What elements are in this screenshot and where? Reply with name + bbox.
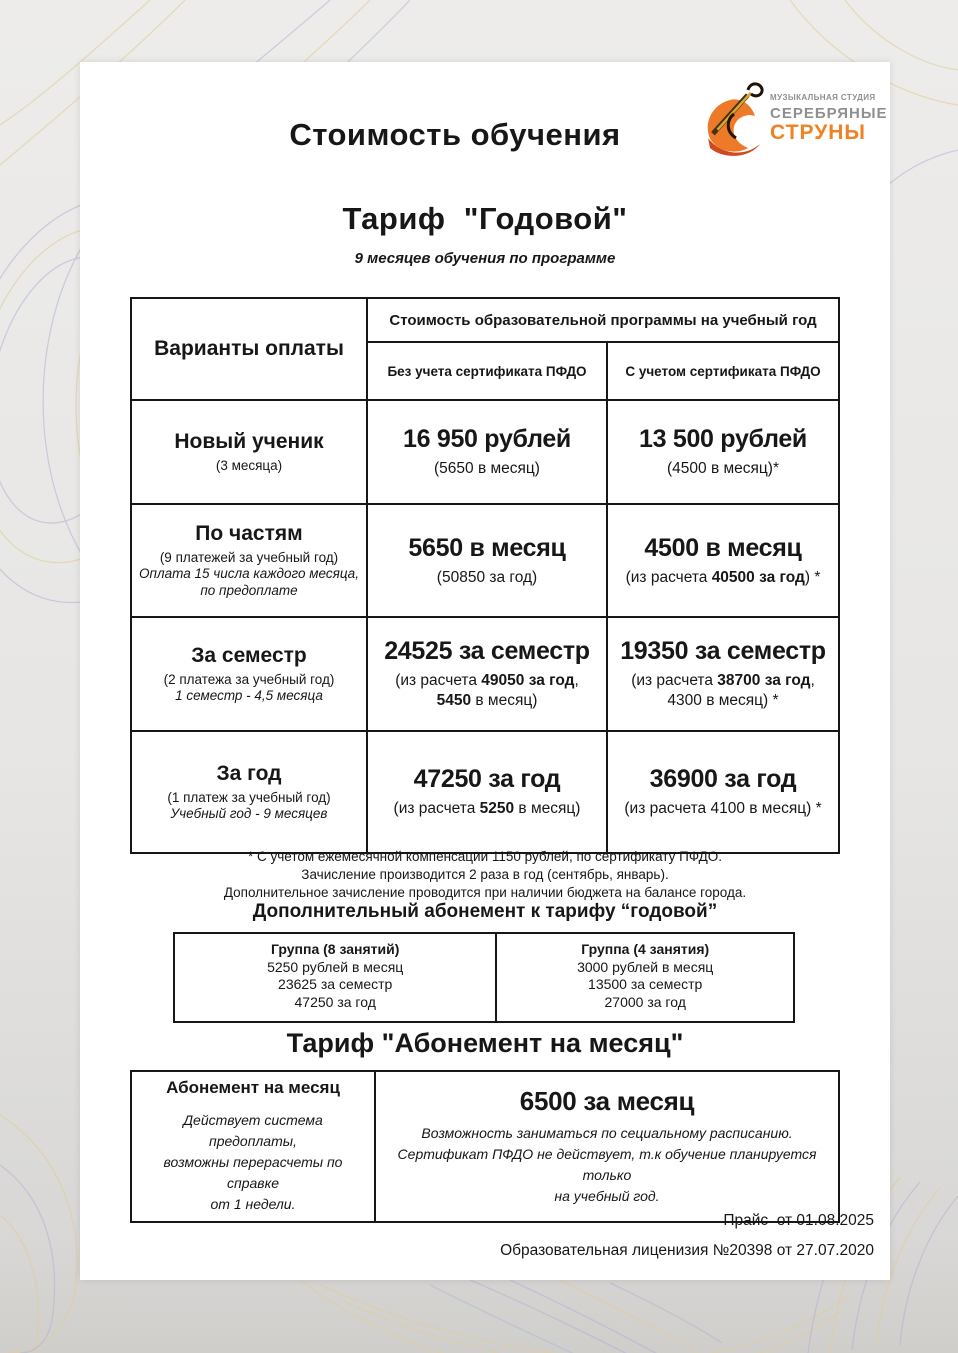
tariff-table-row <box>131 400 839 504</box>
text-line <box>382 1144 832 1186</box>
text-line <box>136 672 362 689</box>
text-segment: 5250 рублей в месяц <box>267 958 404 975</box>
text-segment: (50850 за год) <box>436 568 538 586</box>
text-segment: 13500 за семестр <box>588 976 703 992</box>
cell-title: 4500 в месяц <box>644 533 802 562</box>
text-segment: (из расчета 4100 в месяц) * <box>624 800 822 817</box>
logo-name-line1: СЕРЕБРЯНЫЕ <box>770 104 888 122</box>
cell-title: Группа (4 занятия) <box>581 941 710 957</box>
text-line <box>136 458 362 475</box>
text-segment: 47250 за год <box>294 993 376 1010</box>
text-segment: 4300 в месяц) * <box>667 692 779 709</box>
text-line <box>372 568 602 588</box>
cell-title: Группа (8 занятий) <box>270 941 400 957</box>
tariff-no_cert-cell <box>367 504 607 617</box>
text-line <box>138 1194 368 1215</box>
tariff-no_cert-cell <box>367 731 607 853</box>
footnotes <box>80 848 890 902</box>
extra-subscription-heading: Дополнительный абонемент к тарифу “годовой” <box>252 901 718 922</box>
logo-text <box>770 94 888 143</box>
page-title: Стоимость обучения <box>289 117 621 152</box>
monthly-subscription-title: Абонемент на месяц <box>166 1078 340 1097</box>
text-line <box>179 959 491 977</box>
monthly-price-title: 6500 за месяц <box>519 1086 695 1116</box>
cell-title: 47250 за год <box>413 765 561 793</box>
text-segment: от 1 недели. <box>210 1196 296 1212</box>
text-line <box>138 1152 368 1194</box>
tariff-option-cell <box>131 617 367 731</box>
group-8-lessons-cell <box>174 933 496 1022</box>
annual-tariff-subtitle: 9 месяцев обучения по программе <box>354 250 616 267</box>
text-segment: (4500 в месяц)* <box>667 460 779 477</box>
price-sheet <box>80 62 890 1280</box>
text-segment: * С учетом ежемесячной компенсации 1150 рублей, по сертификату ПФДО. <box>247 849 723 864</box>
monthly-price-notes <box>382 1123 832 1207</box>
text-segment: (3 месяца) <box>215 457 283 473</box>
text-segment: в месяц) <box>471 692 538 709</box>
tariff-with_cert-cell <box>607 504 839 617</box>
text-segment: , <box>574 672 579 689</box>
tariff-table-row <box>131 504 839 617</box>
text-line <box>136 790 362 807</box>
cell-title: За год <box>216 761 282 785</box>
price-date: Прайс от 01.08.2025 <box>723 1212 874 1229</box>
text-segment: Возможность заниматься по сециальному расписанию. <box>421 1125 793 1141</box>
tariff-no_cert-cell <box>367 400 607 504</box>
payment-options-header: Варианты оплаты <box>131 298 367 400</box>
guitar-logo-icon <box>700 80 766 158</box>
text-segment: на учебный год. <box>554 1188 660 1204</box>
text-segment: Оплата 15 числа каждого месяца, <box>139 566 359 582</box>
text-segment: 49050 за год <box>481 672 575 689</box>
text-line <box>80 866 890 884</box>
tariff-table-row <box>131 617 839 731</box>
text-segment: (из расчета <box>631 672 718 689</box>
logo-tagline: МУЗЫКАЛЬНАЯ СТУДИЯ <box>770 93 876 103</box>
text-segment: 38700 за год <box>717 672 811 689</box>
tariff-with_cert-cell <box>607 617 839 731</box>
studio-logo <box>700 78 888 160</box>
monthly-tariff-table <box>130 1070 840 1223</box>
with-certificate-header: С учетом сертификата ПФДО <box>607 342 839 400</box>
text-line <box>136 688 362 705</box>
text-line <box>382 1186 832 1207</box>
table-row <box>131 1071 839 1222</box>
cell-title: 36900 за год <box>649 765 797 793</box>
annual-tariff-title: Тариф "Годовой" <box>342 201 628 236</box>
text-line <box>372 671 602 691</box>
text-line <box>179 976 491 994</box>
text-segment: ) * <box>804 568 821 586</box>
text-segment: (из расчета <box>395 672 482 689</box>
text-line <box>136 806 362 823</box>
text-segment: 27000 за год <box>604 993 686 1010</box>
cell-title: 24525 за семестр <box>384 637 590 665</box>
text-segment: (5650 в месяц) <box>434 460 540 477</box>
group-4-lessons-cell <box>496 933 794 1022</box>
text-line <box>501 959 789 977</box>
tariff-option-cell <box>131 731 367 853</box>
tariff-table-row <box>131 731 839 853</box>
text-segment: (из расчета <box>393 800 480 817</box>
program-cost-header: Стоимость образовательной программы на учебный год <box>367 298 839 342</box>
text-segment: 5450 <box>436 692 472 709</box>
text-segment: Действует система предоплаты, <box>183 1112 323 1149</box>
tariff-option-cell <box>131 504 367 617</box>
cell-title: 13 500 рублей <box>639 425 807 453</box>
monthly-subscription-notes <box>138 1110 368 1215</box>
tariff-with_cert-cell <box>607 400 839 504</box>
text-segment: (9 платежей за учебный год) <box>159 549 339 565</box>
text-line <box>501 976 789 994</box>
text-segment: 5250 <box>479 800 515 817</box>
cell-title: 16 950 рублей <box>403 425 571 453</box>
text-line <box>372 691 602 711</box>
text-segment: (1 платеж за учебный год) <box>167 789 331 805</box>
text-line <box>138 1110 368 1152</box>
tariff-no_cert-cell <box>367 617 607 731</box>
text-line <box>179 994 491 1012</box>
table-row <box>174 933 794 1022</box>
text-line <box>612 459 834 479</box>
group-subscription-table <box>173 932 795 1023</box>
cell-title: За семестр <box>191 643 307 667</box>
logo-name-line2: СТРУНЫ <box>770 120 866 144</box>
text-line <box>372 799 602 819</box>
text-segment: Сертификат ПФДО не действует, т.к обучение планируется только <box>397 1146 817 1183</box>
text-segment: 40500 за год <box>711 568 805 586</box>
cell-title: По частям <box>195 521 303 545</box>
monthly-subscription-cell <box>131 1071 375 1222</box>
text-segment: 3000 рублей в месяц <box>577 958 714 975</box>
cell-title: Новый ученик <box>174 429 324 453</box>
annual-tariff-table <box>130 297 840 854</box>
text-line <box>612 568 834 588</box>
text-segment: (2 платежа за учебный год) <box>163 671 335 687</box>
text-segment: 23625 за семестр <box>278 976 393 992</box>
text-line <box>80 848 890 866</box>
text-segment: Дополнительное зачисление проводится при наличии бюджета на балансе города. <box>223 885 747 900</box>
text-segment: Учебный год - 9 месяцев <box>170 806 328 821</box>
text-line <box>136 566 362 583</box>
text-segment: (из расчета <box>625 568 712 586</box>
cell-title: 5650 в месяц <box>408 533 566 562</box>
text-segment: в месяц) <box>514 800 581 817</box>
monthly-price-cell <box>375 1071 839 1222</box>
text-segment: 1 семестр - 4,5 месяца <box>175 688 323 703</box>
text-line <box>136 550 362 567</box>
without-certificate-header: Без учета сертификата ПФДО <box>367 342 607 400</box>
tariff-with_cert-cell <box>607 731 839 853</box>
monthly-tariff-heading: Тариф "Абонемент на месяц" <box>286 1028 684 1058</box>
text-line <box>136 583 362 600</box>
text-segment: возможны перерасчеты по справке <box>163 1154 343 1191</box>
text-line <box>80 884 890 902</box>
text-line <box>612 671 834 691</box>
cell-title: 19350 за семестр <box>620 637 826 665</box>
text-segment: Зачисление производится 2 раза в год (сентябрь, январь). <box>301 867 669 882</box>
text-line <box>612 799 834 819</box>
tariff-option-cell <box>131 400 367 504</box>
text-line <box>501 994 789 1012</box>
text-line <box>372 459 602 479</box>
text-line <box>612 691 834 711</box>
license-info: Образовательная лиценизия №20398 от 27.07.2020 <box>500 1242 874 1259</box>
text-segment: по предоплате <box>200 582 298 598</box>
text-segment: , <box>810 672 815 689</box>
text-line <box>382 1123 832 1144</box>
